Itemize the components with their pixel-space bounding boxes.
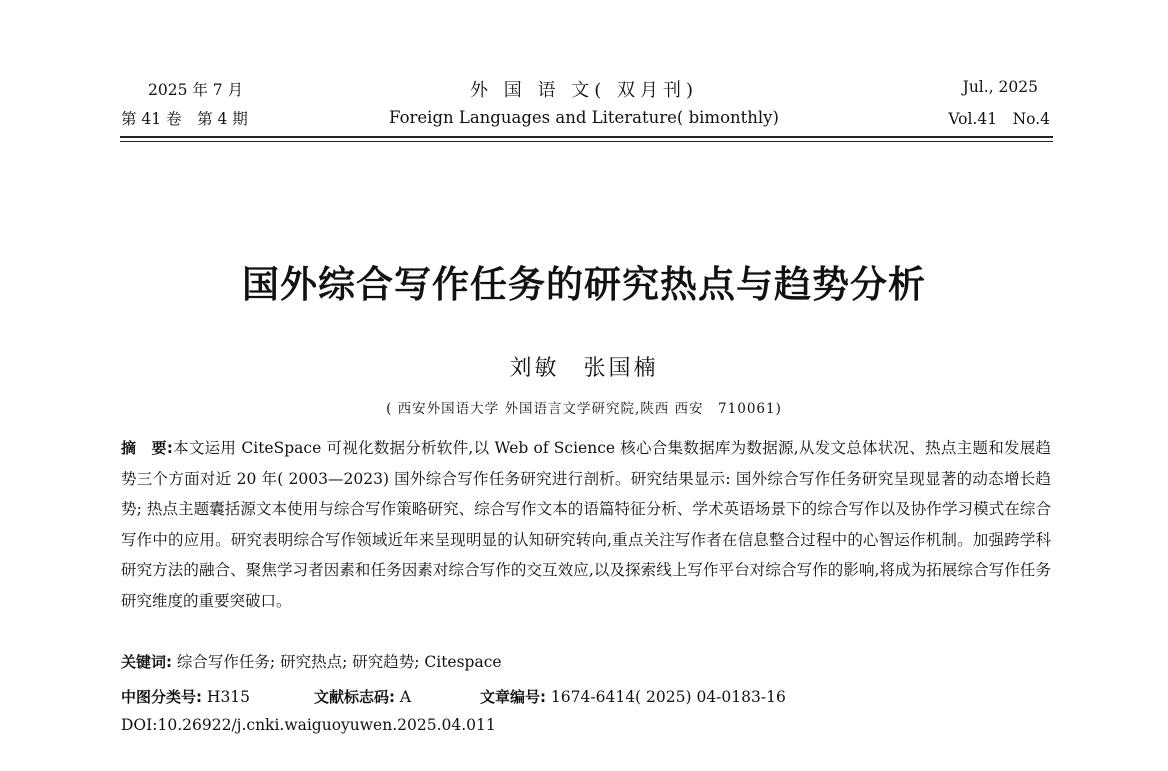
keywords [121,650,502,672]
articleno-label: 文章编号: [480,688,546,706]
header-rule-thin [120,141,1053,142]
header-rule-thick [120,136,1053,138]
articleno-field [480,686,786,707]
abstract [121,433,1051,617]
articleno-value: 1674-6414( 2025) 04-0183-16 [546,688,786,706]
abstract-text: 本文运用 CiteSpace 可视化数据分析软件,以 Web of Science 核心合集数据库为数据源,从发文总体状况、热点主题和发展趋势三个方面对近 20 年( 2003—2023) 国外综合写作任务研究进行剖析。研究结果显示: 国外综合写作任务研究呈现显著的动态增长趋势; 热点主题囊括源文本使用与综合写作策略研究、综合写作文本的语篇特征分析、学术英语场景下的综合写作以及协作学习模式在综合写作中的应用。研究表明综合写作领域近年来呈现明显的认知研究转向,重点关注写作者在信息整合过程中的心智运作机制。加强跨学科研究方法的融合、聚焦学习者因素和任务因素对综合写作的交互效应,以及探索线上写作平台对综合写作的影响,将成为拓展综合写作任务研究维度的重要突破口。 [121,439,1052,610]
classification-line [121,686,786,707]
clc-label: 中图分类号: [121,688,202,706]
journal-date-en: Jul., 2025 [962,78,1038,96]
journal-name-cn: 外 国 语 文( 双月刊) [470,80,698,101]
keywords-text: 综合写作任务; 研究热点; 研究趋势; Citespace [172,653,502,671]
author-affiliation: ( 西安外国语大学 外国语言文学研究院,陕西 西安 710061) [386,401,782,417]
keywords-label: 关键词: [121,653,172,671]
journal-volume-en: Vol.41 No.4 [948,110,1050,128]
article-authors: 刘敏 张国楠 [509,356,659,381]
journal-issue-cn: 第 41 卷 第 4 期 [121,110,248,128]
article-title: 国外综合写作任务的研究热点与趋势分析 [242,263,926,306]
clc-value: H315 [202,688,251,706]
doccode-field [314,686,480,707]
doccode-label: 文献标志码: [314,688,395,706]
doccode-value: A [395,688,412,706]
journal-name-en: Foreign Languages and Literature( bimonthly) [389,108,779,127]
journal-date-cn: 2025 年 7 月 [148,81,244,99]
abstract-label: 摘 要: [121,439,173,457]
doi[interactable]: DOI:10.26922/j.cnki.waiguoyuwen.2025.04.011 [121,716,496,734]
clc-field [121,686,314,707]
